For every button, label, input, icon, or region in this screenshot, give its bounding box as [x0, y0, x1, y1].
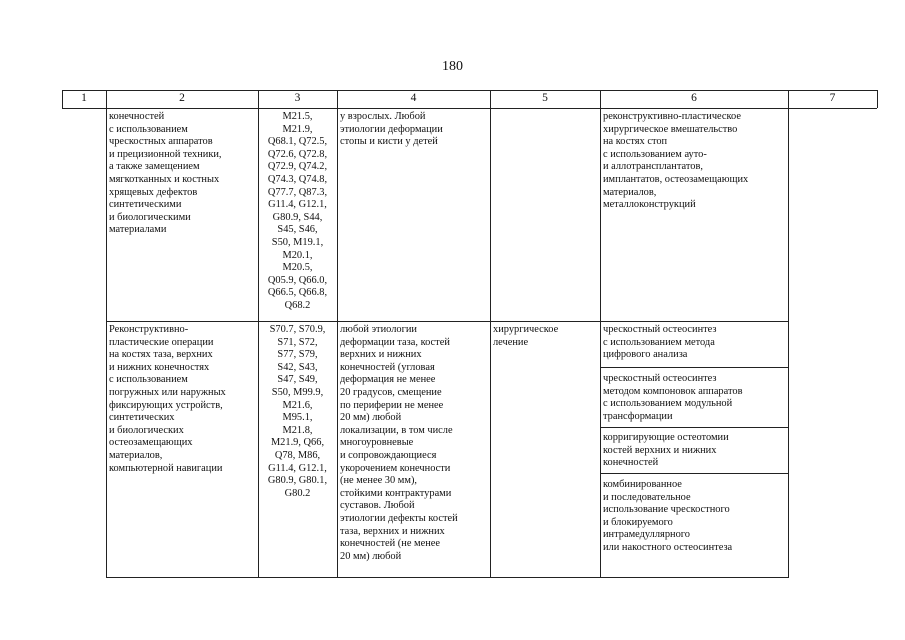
header-col-5: 5 — [542, 92, 548, 104]
header-col-1: 1 — [81, 92, 87, 104]
table-right-rule — [877, 90, 878, 108]
row2-treatment-method: чрескостный остеосинтез с использованием метода цифрового анализа — [603, 324, 717, 361]
col6-divider — [600, 473, 788, 474]
header-bottom-rule — [62, 108, 877, 109]
column-rule — [337, 90, 338, 578]
header-col-6: 6 — [691, 92, 697, 104]
header-col-4: 4 — [410, 92, 417, 104]
row1-icd-codes: M21.5, M21.9, Q68.1, Q72.5, Q72.6, Q72.8, Q72.9, Q74.2, Q74.3, Q74.8, Q77.7, Q87.3, G11.4, G12.1, G80.9, S44, S45, S46, S50, M19.1, M20.1, M20.5, Q05.9, Q66.0, Q66.5, Q66.8, Q68.2 — [267, 111, 328, 311]
row2-treatment-method: чрескостный остеосинтез методом компоновок аппаратов с использованием модульной трансформации — [603, 373, 743, 422]
row2-icd-codes: S70.7, S70.9, S71, S72, S77, S79, S42, S43, S47, S49, S50, M99.9, M21.6, M95.1, M21.8, M21.9, Q66, Q78, M86, G11.4, G12.1, G80.9, G80.1, G80.2 — [267, 324, 328, 499]
column-rule — [788, 90, 789, 578]
row1-patient-model: у взрослых. Любой этиологии деформации стопы и кисти у детей — [340, 111, 443, 148]
table-bottom-rule — [106, 577, 788, 578]
col6-divider — [600, 427, 788, 428]
row2-patient-model: любой этиологии деформации таза, костей верхних и нижних конечностей (угловая деформация не менее 20 градусов, смещение по периферии не менее 20 мм) любой локализации, в том числе многоуровневые и сопровождающиеся укорочением конечности (не менее 30 мм), стойкими контрактурами суставов. Любой этиологии дефекты костей таза, верхних и нижних конечностей (не менее 20 мм) любой — [340, 324, 458, 562]
row2-treatment-method: комбинированное и последовательное использование чрескостного и блокируемого интрамедуллярного или накостного остеосинтеза — [603, 479, 733, 553]
header-col-3: 3 — [294, 92, 301, 104]
row2-treatment-method: корригирующие остеотомии костей верхних и нижних конечностей — [603, 432, 729, 469]
row1-treatment-method: реконструктивно-пластическое хирургическое вмешательство на костях стоп с использованием ауто- и аллотрансплантатов, имплантатов, остеозамещающих материалов, металлоконструкций — [603, 111, 749, 211]
col6-divider — [600, 367, 788, 368]
column-rule — [490, 90, 491, 578]
row2-method-description: Реконструктивно- пластические операции на костях таза, верхних и нижних конечностях с использованием погружных или наружных фиксирующих устройств, синтетических и биологических остеозамещающих материалов, компьютерной навигации — [109, 324, 226, 474]
page-number: 180 — [442, 59, 463, 74]
header-col-2: 2 — [179, 92, 185, 104]
header-col-7: 7 — [829, 92, 836, 104]
column-rule — [600, 90, 601, 578]
row2-treatment-type: хирургическое лечение — [493, 324, 559, 348]
table-top-rule — [62, 90, 877, 91]
row-divider — [106, 321, 788, 322]
row1-method-description: конечностей с использованием чрескостных аппаратов и прецизионной техники, а также замещением мягкотканных и костных хрящевых дефектов синтетическими и биологическими материалами — [109, 111, 222, 236]
column-rule — [106, 90, 107, 578]
